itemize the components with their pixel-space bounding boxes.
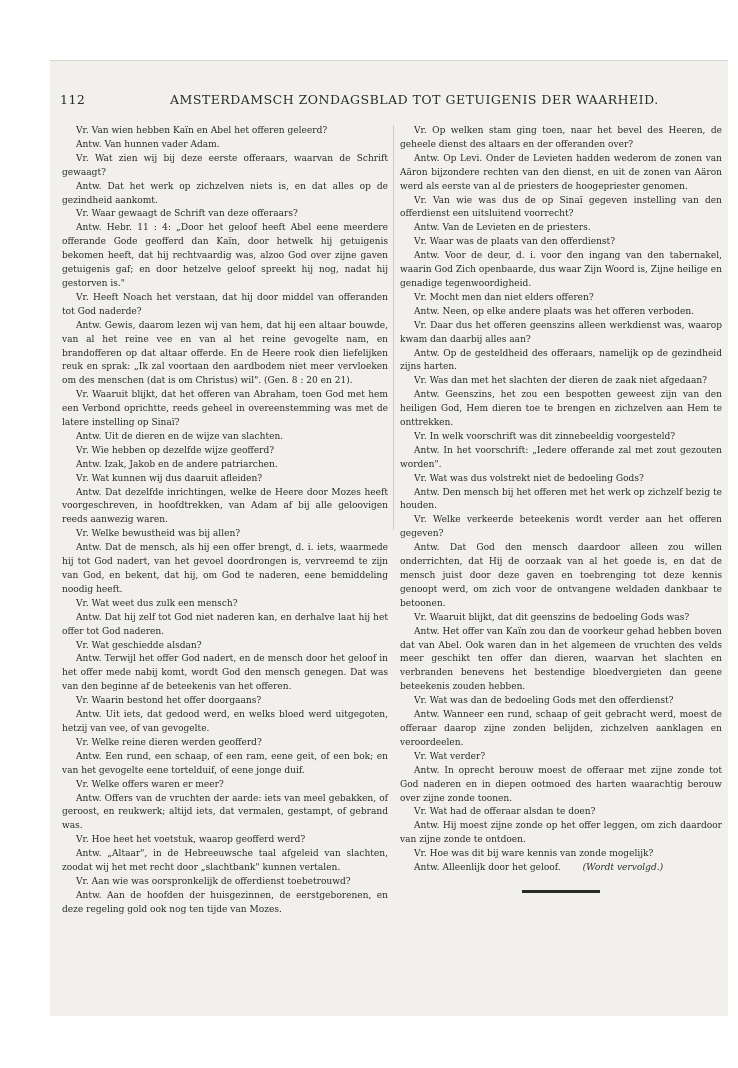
paragraph-text: Was dan met het slachten der dieren de zaak niet afgedaan? [429,376,708,387]
speaker-label: Vr. [414,320,427,331]
end-rule [522,890,600,893]
catechism-paragraph [62,751,388,779]
paragraph-text: Uit de dieren en de wijze van slachten. [104,431,284,442]
paragraph-text: Dat de mensch, als hij een offer brengt, d. i. iets, waarmede hij tot God nadert, van het gevoel doordrongen is, vervreemd te zijn van God, en bekent, dat hij, om God te naderen, eene bemiddeling noodig heeft. [62,543,388,595]
speaker-label: Vr. [76,126,89,136]
paragraph-text: Dat het werk op zichzelven niets is, en dat alles op de gezindheid aankomt. [62,181,388,206]
catechism-paragraph [62,487,388,529]
catechism-paragraph [400,348,722,376]
right-column [400,125,722,893]
catechism-paragraph [400,612,722,626]
paragraph-text: Den mensch bij het offeren met het werk op zichzelf bezig te houden. [400,487,722,512]
speaker-label: Antw. [414,306,440,317]
speaker-label: Antw. [414,710,440,721]
paragraph-text: Waar gewaagt de Schrift van deze offeraars? [91,209,298,220]
left-column [62,125,388,918]
catechism-paragraph [62,598,388,612]
catechism-paragraph [400,709,722,751]
paragraph-text: Offers van de vruchten der aarde: iets van meel gebakken, of geroost, en reukwerk; altijd iets, dat vermalen, gestampt, of gebrand was. [62,793,388,832]
speaker-label: Vr. [414,515,427,526]
paragraph-text: Voor de deur, d. i. voor den ingang van den tabernakel, waarin God Zich openbaarde, dus waar Zijn Woord is, Zijne heilige en genadige tegenwoordigheid. [400,251,722,289]
paragraph-text: Waaruit blijkt, dat het offeren van Abraham, toen God met hem een Verbond oprichtte, reeds geheel in overeenstemming was met de latere instelling op Sinaï? [62,390,388,429]
speaker-label: Antw. [76,223,102,234]
speaker-label: Antw. [76,710,102,721]
paragraph-text: Wat was dus volstrekt niet de bedoeling Gods? [429,473,644,484]
catechism-paragraph [62,876,388,890]
paragraph-text: Aan wie was oorspronkelijk de offerdienst toebetrouwd? [91,876,351,887]
speaker-label: Vr. [76,529,89,540]
paragraph-text: Van hunnen vader Adam. [104,139,220,150]
catechism-paragraph [62,320,388,390]
speaker-label: Antw. [76,459,102,470]
catechism-paragraph [62,793,388,835]
catechism-paragraph [400,389,722,431]
speaker-label: Vr. [414,807,427,818]
catechism-paragraph [400,695,722,709]
running-header [60,92,720,106]
paragraph-text: Wat kunnen wij dus daaruit afleiden? [91,473,263,484]
catechism-paragraph [400,487,722,515]
paragraph-text: Geenszins, het zou een bespotten geweest zijn van den heiligen God, Hem dieren toe te brengen en zichzelven aan Hem te onttrekken. [400,390,722,429]
paragraph-text: Izak, Jakob en de andere patriarchen. [104,459,278,470]
speaker-label: Antw. [76,654,102,665]
paragraph-text: Dat dezelfde inrichtingen, welke de Heere door Mozes heeft voorgeschreven, in hoofdtrekken, van Adam af bij alle geloovigen reeds aanwezig waren. [62,487,388,526]
speaker-label: Vr. [76,737,89,748]
column-divider [393,125,394,530]
speaker-label: Vr. [76,876,89,887]
catechism-paragraph [400,445,722,473]
speaker-label: Vr. [76,598,89,609]
catechism-paragraph [400,320,722,348]
catechism-paragraph [62,890,388,918]
paragraph-text: Welke offers waren er meer? [91,779,224,790]
catechism-paragraph [62,473,388,487]
paragraph-text: Gewis, daarom lezen wij van hem, dat hij een altaar bouwde, van al het reine vee en van al het reine gevogelte nam, en brandofferen op dat altaar offerde. En de Heere rook dien liefelijken reuk en sprak: „Ik zal voortaan den aardbodem niet meer vervloeken om des menschen (dat is om Christus) wil". (Gen. 8 : 20 en 21). [62,320,388,387]
catechism-paragraph [62,779,388,793]
catechism-paragraph [400,751,722,765]
paragraph-text: Heeft Noach het verstaan, dat hij door middel van offeranden tot God naderde? [62,292,388,317]
catechism-paragraph [400,292,722,306]
paragraph-text: „Altaar", in de Hebreeuwsche taal afgeleid van slachten, zoodat wij het met recht door „slachtbank" kunnen vertalen. [62,849,388,874]
paragraph-text: Van wie was dus de op Sinaï gegeven instelling van den offerdienst een uitsluitend voorrecht? [400,195,722,220]
speaker-label: Antw. [76,890,102,901]
paragraph-text: Alleenlijk door het geloof. [442,863,561,874]
paragraph-text: Hoe heet het voetstuk, waarop geofferd werd? [91,835,306,846]
paragraph-text: Dat God den mensch daardoor alleen zou willen onderrichten, dat Hij de oorzaak van al het goede is, en dat de mensch juist door deze gaven en toebrenging tot deze kennis genoopt werd, om zich voor de ontvangene weldaden dankbaar te betoonen. [400,543,722,609]
speaker-label: Antw. [76,612,102,623]
speaker-label: Antw. [76,431,102,442]
speaker-label: Antw. [414,863,440,874]
speaker-label: Vr. [414,431,427,442]
speaker-label: Vr. [76,835,89,846]
paragraph-text: Op welken stam ging toen, naar het bevel des Heeren, de geheele dienst des altaars en der offeranden over? [400,126,722,150]
speaker-label: Antw. [414,445,440,456]
speaker-label: Antw. [414,348,440,359]
speaker-label: Vr. [414,473,427,484]
paragraph-text: Daar dus het offeren geenszins alleen werkdienst was, waarop kwam dan daarbij alles aan? [400,320,722,345]
catechism-paragraph [62,612,388,640]
speaker-label: Vr. [414,376,427,387]
paragraph-text: Het offer van Kaïn zou dan de voorkeur gehad hebben boven dat van Abel. Ook waren dan in het algemeen de vruchten des velds meer geschikt ten offer dan dieren, waarvan het slachten en verbranden benevens het bestendige bloedvergieten dan geene beteekenis zouden hebben. [400,626,722,693]
catechism-paragraph [62,848,388,876]
paragraph-text: Mocht men dan niet elders offeren? [429,292,594,303]
speaker-label: Antw. [76,139,102,150]
catechism-paragraph [400,848,722,862]
catechism-paragraph [62,695,388,709]
paragraph-text: Neen, op elke andere plaats was het offeren verboden. [442,306,695,317]
paragraph-text: Wat had de offeraar alsdan te doen? [429,807,596,818]
catechism-paragraph [400,473,722,487]
speaker-label: Antw. [76,543,102,554]
catechism-paragraph [400,153,722,195]
speaker-label: Antw. [414,153,440,164]
paragraph-text: Waaruit blijkt, dat dit geenszins de bedoeling Gods was? [429,612,690,623]
paragraph-text: Wanneer een rund, schaap of geit gebracht werd, moest de offeraar daarop zijne zonden belijden, zichzelven aanklagen en veroordeelen. [400,710,722,748]
catechism-paragraph [400,250,722,292]
speaker-label: Antw. [76,793,102,804]
catechism-paragraph [400,514,722,542]
catechism-paragraph [400,195,722,223]
catechism-paragraph [400,626,722,696]
speaker-label: Vr. [414,612,427,623]
page-number: 112 [60,92,86,107]
speaker-label: Vr. [76,640,89,651]
catechism-paragraph [62,208,388,222]
paragraph-text: Van de Levieten en de priesters. [442,223,591,234]
speaker-label: Vr. [76,390,89,401]
paragraph-text: Wat weet dus zulk een mensch? [91,598,238,609]
speaker-label: Vr. [414,195,427,206]
catechism-paragraph [62,653,388,695]
catechism-paragraph [62,834,388,848]
speaker-label: Vr. [414,126,427,136]
speaker-label: Antw. [414,765,440,776]
catechism-paragraph [400,306,722,320]
speaker-label: Vr. [76,153,89,164]
speaker-label: Vr. [414,292,427,303]
catechism-paragraph [400,542,722,612]
speaker-label: Vr. [414,696,427,707]
speaker-label: Antw. [414,487,440,498]
catechism-paragraph [62,431,388,445]
catechism-paragraph [62,640,388,654]
catechism-paragraph [400,806,722,820]
paragraph-text: Hebr. 11 : 4: „Door het geloof heeft Abel eene meerdere offerande Gode geofferd dan Kaïn, door hetwelk hij getuigenis bekomen heeft, dat hij rechtvaardig was, alzoo God over zijne gaven getuigenis gaf; en door hetzelve geloof spreekt hij nog, nadat hij gestorven is." [62,223,388,289]
catechism-paragraph [62,542,388,598]
catechism-paragraph [62,528,388,542]
paragraph-text: Wat zien wij bij deze eerste offeraars, waarvan de Schrift gewaagt? [62,153,388,178]
paragraph-text: In het voorschrift: „Iedere offerande zal met zout gezouten worden". [400,445,722,470]
paragraph-text: Hij moest zijne zonde op het offer leggen, om zich daardoor van zijne zonde te ontdoen. [400,821,722,846]
speaker-label: Vr. [414,849,427,860]
catechism-paragraph [400,431,722,445]
catechism-paragraph [62,389,388,431]
speaker-label: Antw. [414,390,440,401]
speaker-label: Vr. [76,779,89,790]
speaker-label: Vr. [414,237,427,248]
paragraph-text: Aan de hoofden der huisgezinnen, de eerstgeborenen, en deze regeling gold ook nog ten tijde van Mozes. [62,890,388,915]
paragraph-text: Terwijl het offer God nadert, en de mensch door het geloof in het offer mede nabij komt, wordt God den mensch genegen. Dat was van den beginne af de beteekenis van het offeren. [62,654,388,693]
speaker-label: Antw. [414,626,440,637]
catechism-paragraph [400,862,722,876]
paragraph-text: Op de gesteldheid des offeraars, namelijk op de gezindheid zijns harten. [400,348,722,373]
paragraph-text: Wie hebben op dezelfde wijze geofferd? [91,445,275,456]
paragraph-text: Wat geschiedde alsdan? [91,640,202,651]
journal-title: AMSTERDAMSCH ZONDAGSBLAD TOT GETUIGENIS DER WAARHEID. [170,92,659,107]
catechism-paragraph [62,292,388,320]
paragraph-text: Uit iets, dat gedood werd, en welks bloed werd uitgegoten, hetzij van vee, of van gevogelte. [62,710,388,734]
paragraph-text: Wat was dan de bedoeling Gods met den offerdienst? [429,696,674,707]
paragraph-text: Waarin bestond het offer doorgaans? [91,696,262,707]
paragraph-text: Waar was de plaats van den offerdienst? [429,237,616,248]
catechism-paragraph [400,375,722,389]
speaker-label: Vr. [76,696,89,707]
speaker-label: Antw. [414,223,440,234]
speaker-label: Antw. [76,181,102,192]
speaker-label: Vr. [76,445,89,456]
speaker-label: Antw. [76,751,102,762]
paragraph-text: Welke reine dieren werden geofferd? [91,737,262,748]
catechism-paragraph [400,222,722,236]
paragraph-text: Welke bewustheid was bij allen? [91,529,241,540]
speaker-label: Antw. [76,320,102,331]
catechism-paragraph [400,236,722,250]
catechism-paragraph [400,765,722,807]
speaker-label: Antw. [414,821,440,832]
speaker-label: Vr. [76,292,89,303]
paragraph-text: Welke verkeerde beteekenis wordt verder aan het offeren gegeven? [400,515,722,540]
paragraph-text: In oprecht berouw moest de offeraar met zijne zonde tot God naderen en in diepen ootmoed des harten waarachtig berouw over zijne zonde toonen. [400,765,722,804]
paragraph-text: Op Levi. Onder de Levieten hadden wederom de zonen van Aäron bijzondere rechten van den dienst, en uit de zonen van Aäron werd als eerste van al de priesters de hoogepriester genomen. [400,153,722,192]
paragraph-text: Dat hij zelf tot God niet naderen kan, en derhalve laat hij het offer tot God naderen. [62,612,388,637]
catechism-paragraph [62,459,388,473]
catechism-paragraph [62,222,388,292]
catechism-paragraph [400,125,722,153]
catechism-paragraph [62,153,388,181]
paragraph-text: In welk voorschrift was dit zinnebeeldig voorgesteld? [429,431,676,442]
catechism-paragraph [62,709,388,737]
speaker-label: Antw. [414,543,440,554]
speaker-label: Vr. [76,473,89,484]
paragraph-text: Een rund, een schaap, of een ram, eene geit, of een bok; en van het gevogelte eene tortelduif, of eene jonge duif. [62,751,388,776]
speaker-label: Vr. [414,751,427,762]
speaker-label: Antw. [76,849,102,860]
paragraph-text: Van wien hebben Kaïn en Abel het offeren geleerd? [91,126,328,136]
catechism-paragraph [62,737,388,751]
catechism-paragraph [62,181,388,209]
paragraph-text: Wat verder? [429,751,486,762]
catechism-paragraph [400,820,722,848]
paragraph-text: Hoe was dit bij ware kennis van zonde mogelijk? [429,849,654,860]
speaker-label: Vr. [76,209,89,220]
speaker-label: Antw. [414,251,440,262]
catechism-paragraph [62,445,388,459]
speaker-label: Antw. [76,487,102,498]
top-rule [50,60,728,61]
catechism-paragraph [62,139,388,153]
continued-note: (Wordt vervolgd.) [582,863,664,874]
catechism-paragraph [62,125,388,139]
